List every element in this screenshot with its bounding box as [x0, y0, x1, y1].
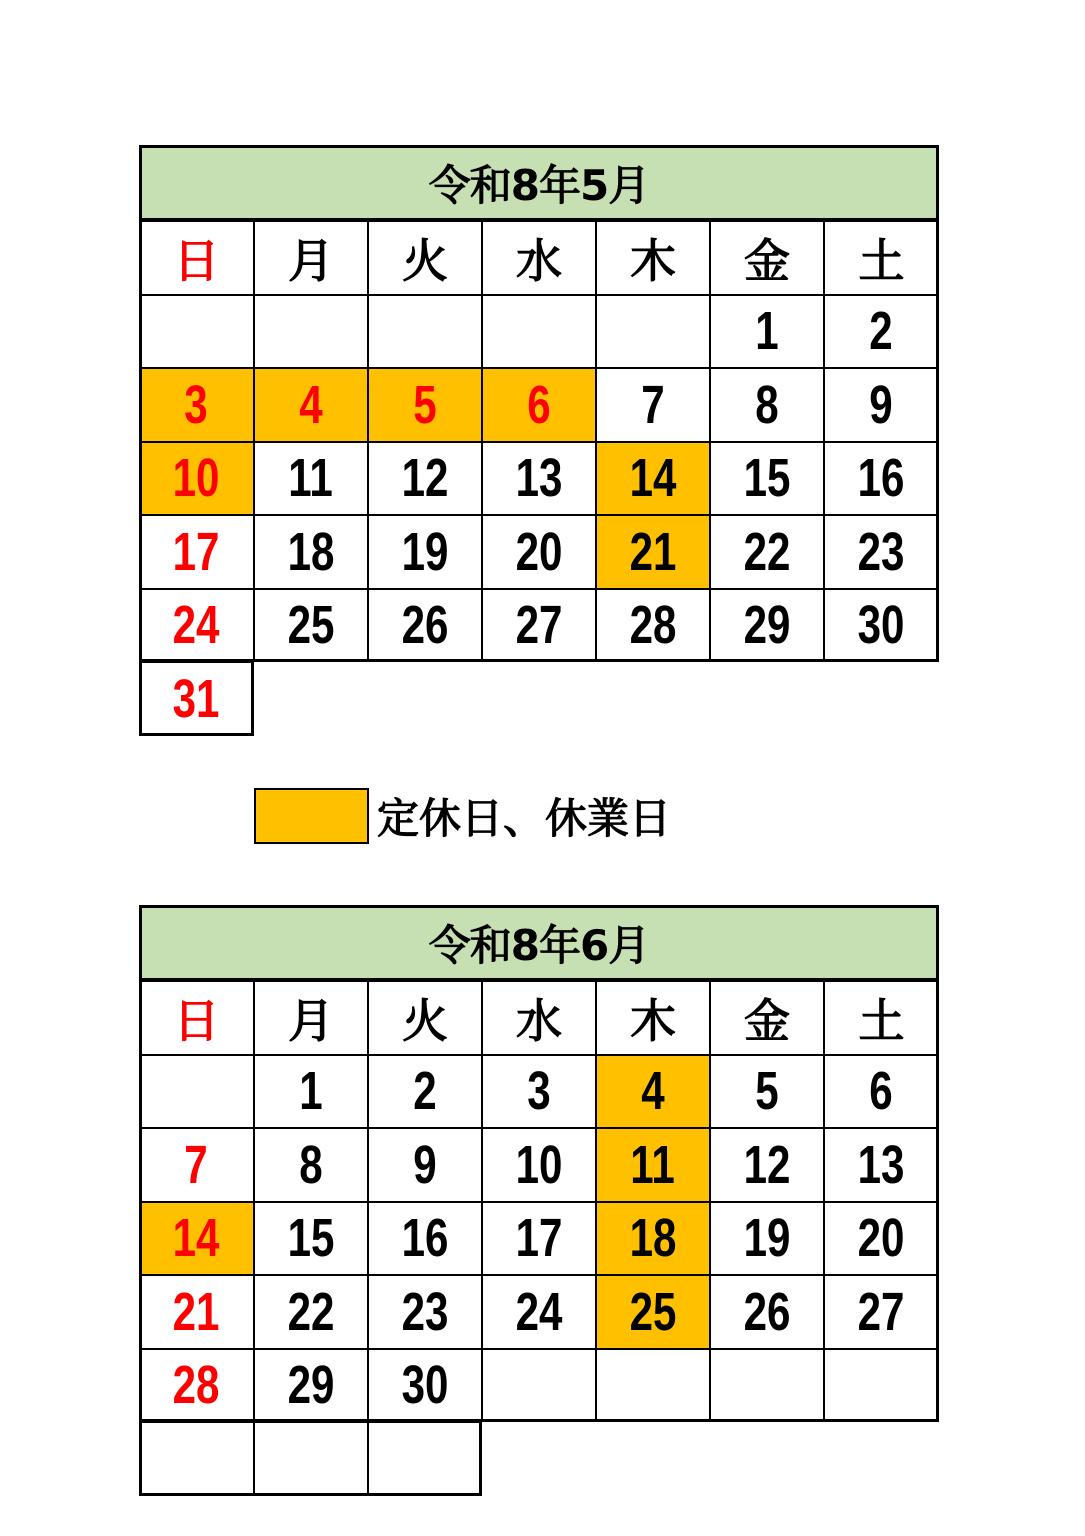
day-number: 4	[641, 1061, 665, 1122]
day-cell	[368, 589, 482, 663]
day-cell	[139, 1275, 254, 1349]
day-number: 16	[858, 448, 905, 509]
day-number: 24	[515, 1281, 563, 1342]
day-cell	[139, 662, 254, 736]
day-cell	[596, 1128, 710, 1202]
day-number: 12	[743, 1134, 791, 1195]
day-number: 13	[515, 448, 563, 509]
empty-day-cell	[824, 1349, 939, 1423]
day-cell	[482, 368, 596, 442]
day-cell	[139, 589, 254, 663]
weekday-header: 日	[139, 221, 254, 295]
day-cell	[368, 1202, 482, 1276]
day-number: 30	[858, 595, 905, 656]
day-number: 3	[184, 374, 209, 435]
day-number: 16	[401, 1208, 449, 1269]
day-cell	[368, 1349, 482, 1423]
day-number: 13	[858, 1134, 905, 1195]
day-cell	[368, 368, 482, 442]
day-number: 1	[299, 1061, 323, 1122]
day-cell	[824, 589, 939, 663]
day-number: 17	[515, 1208, 563, 1269]
day-number: 19	[743, 1208, 791, 1269]
day-cell	[710, 1055, 824, 1129]
day-number: 28	[173, 1355, 220, 1416]
day-cell	[710, 1128, 824, 1202]
day-cell	[482, 442, 596, 516]
day-cell	[254, 515, 368, 589]
day-cell	[710, 295, 824, 369]
day-cell	[824, 1128, 939, 1202]
day-number: 25	[629, 1281, 677, 1342]
day-cell	[710, 442, 824, 516]
day-cell	[254, 1349, 368, 1423]
day-number: 6	[869, 1061, 894, 1122]
day-cell	[368, 1128, 482, 1202]
day-cell	[254, 589, 368, 663]
day-number: 30	[401, 1355, 449, 1416]
weekday-header: 木	[596, 981, 710, 1055]
day-number: 15	[743, 448, 791, 509]
day-number: 1	[755, 301, 779, 362]
day-number: 11	[288, 448, 334, 509]
weekday-header: 月	[254, 981, 368, 1055]
day-number: 20	[515, 521, 563, 582]
day-number: 17	[173, 521, 220, 582]
day-cell	[368, 515, 482, 589]
day-number: 12	[401, 448, 449, 509]
day-cell	[596, 1055, 710, 1129]
day-cell	[482, 589, 596, 663]
day-number: 14	[629, 448, 677, 509]
day-cell	[824, 515, 939, 589]
day-number: 4	[299, 374, 323, 435]
empty-day-cell	[139, 1055, 254, 1129]
day-number: 3	[527, 1061, 551, 1122]
day-cell	[596, 1202, 710, 1276]
weekday-header: 水	[482, 221, 596, 295]
day-number: 27	[515, 595, 563, 656]
day-number: 5	[413, 374, 437, 435]
day-number: 29	[743, 595, 791, 656]
empty-day-cell	[596, 1349, 710, 1423]
day-number: 5	[755, 1061, 779, 1122]
day-cell	[482, 1275, 596, 1349]
day-number: 25	[287, 595, 335, 656]
day-number: 24	[173, 595, 220, 656]
day-number: 27	[858, 1281, 905, 1342]
legend-swatch	[254, 788, 369, 844]
calendar-title: 令和8年5月	[139, 145, 939, 221]
day-cell	[139, 368, 254, 442]
empty-day-cell	[482, 295, 596, 369]
day-cell	[596, 1275, 710, 1349]
empty-day-cell	[710, 1349, 824, 1423]
day-cell	[710, 1202, 824, 1276]
day-cell	[254, 1055, 368, 1129]
day-number: 22	[287, 1281, 335, 1342]
day-number: 6	[527, 374, 551, 435]
weekday-header: 土	[824, 221, 939, 295]
empty-day-cell	[368, 1422, 482, 1496]
day-cell	[824, 1202, 939, 1276]
empty-day-cell	[596, 295, 710, 369]
calendar-title: 令和8年6月	[139, 905, 939, 981]
day-number: 26	[401, 595, 449, 656]
day-cell	[482, 1055, 596, 1129]
day-number: 14	[173, 1208, 220, 1269]
day-cell	[254, 1202, 368, 1276]
day-cell	[596, 589, 710, 663]
day-cell	[596, 368, 710, 442]
day-cell	[368, 1055, 482, 1129]
day-number: 18	[287, 521, 335, 582]
day-cell	[710, 1275, 824, 1349]
day-cell	[824, 295, 939, 369]
weekday-header: 日	[139, 981, 254, 1055]
day-cell	[824, 1275, 939, 1349]
empty-day-cell	[254, 295, 368, 369]
empty-day-cell	[139, 1422, 254, 1496]
day-number: 11	[630, 1134, 676, 1195]
day-number: 7	[641, 374, 665, 435]
empty-day-cell	[254, 1422, 368, 1496]
day-number: 2	[413, 1061, 437, 1122]
day-number: 10	[515, 1134, 563, 1195]
day-number: 10	[173, 448, 220, 509]
day-cell	[824, 442, 939, 516]
day-cell	[824, 368, 939, 442]
day-cell	[482, 515, 596, 589]
day-cell	[139, 1128, 254, 1202]
day-number: 9	[413, 1134, 437, 1195]
day-cell	[139, 515, 254, 589]
day-number: 7	[184, 1134, 209, 1195]
day-cell	[139, 1202, 254, 1276]
legend-label: 定休日、休業日	[377, 794, 672, 843]
day-cell	[368, 1275, 482, 1349]
empty-day-cell	[482, 1349, 596, 1423]
day-cell	[824, 1055, 939, 1129]
day-number: 22	[743, 521, 791, 582]
weekday-header: 火	[368, 221, 482, 295]
day-number: 23	[858, 521, 905, 582]
day-cell	[596, 442, 710, 516]
day-number: 28	[629, 595, 677, 656]
day-number: 21	[173, 1281, 220, 1342]
weekday-header: 金	[710, 981, 824, 1055]
day-cell	[710, 515, 824, 589]
day-cell	[596, 515, 710, 589]
empty-day-cell	[139, 295, 254, 369]
day-number: 8	[755, 374, 779, 435]
day-cell	[254, 1275, 368, 1349]
day-number: 21	[629, 521, 677, 582]
weekday-header: 月	[254, 221, 368, 295]
day-cell	[368, 442, 482, 516]
day-number: 2	[869, 301, 894, 362]
day-number: 9	[869, 374, 894, 435]
day-cell	[482, 1128, 596, 1202]
day-number: 31	[173, 668, 220, 729]
day-number: 29	[287, 1355, 335, 1416]
legend	[254, 788, 671, 844]
day-cell	[254, 1128, 368, 1202]
day-number: 26	[743, 1281, 791, 1342]
day-number: 18	[629, 1208, 677, 1269]
weekday-header: 火	[368, 981, 482, 1055]
day-number: 23	[401, 1281, 449, 1342]
day-cell	[254, 442, 368, 516]
day-number: 8	[299, 1134, 323, 1195]
weekday-header: 金	[710, 221, 824, 295]
day-cell	[710, 368, 824, 442]
weekday-header: 木	[596, 221, 710, 295]
day-number: 15	[287, 1208, 335, 1269]
day-cell	[254, 368, 368, 442]
day-number: 20	[858, 1208, 905, 1269]
day-cell	[710, 589, 824, 663]
empty-day-cell	[368, 295, 482, 369]
day-number: 19	[401, 521, 449, 582]
weekday-header: 水	[482, 981, 596, 1055]
day-cell	[139, 1349, 254, 1423]
day-cell	[482, 1202, 596, 1276]
day-cell	[139, 442, 254, 516]
weekday-header: 土	[824, 981, 939, 1055]
